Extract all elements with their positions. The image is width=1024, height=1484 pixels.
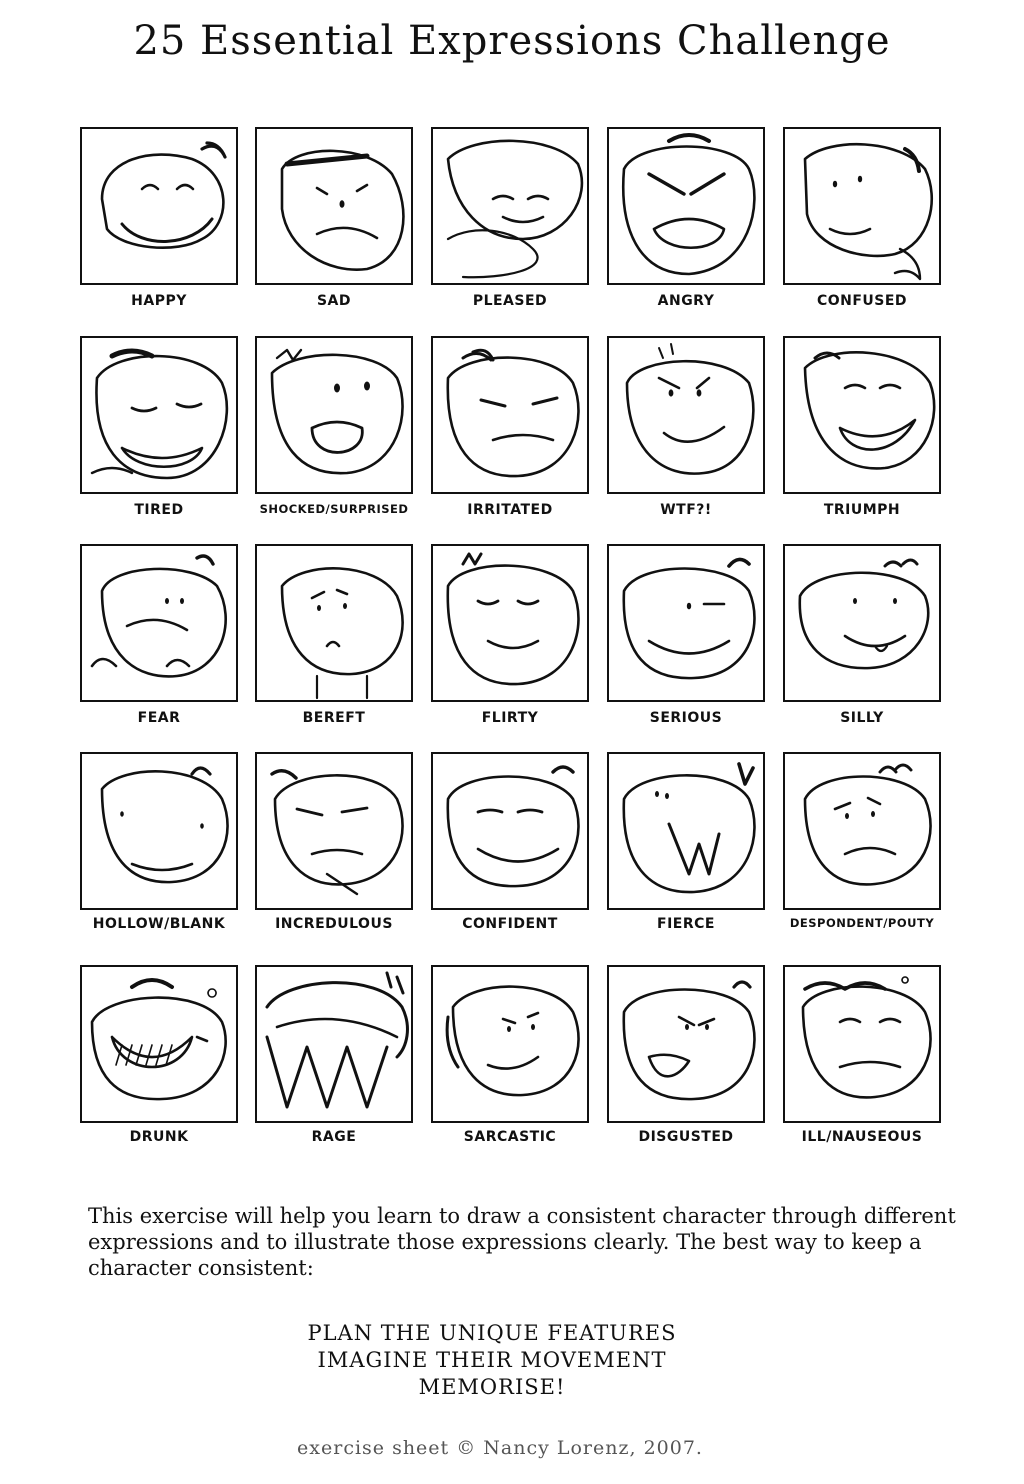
silly-face-sketch xyxy=(785,546,939,700)
expression-sketch-frame xyxy=(80,965,238,1123)
intro-paragraph: This exercise will help you learn to draw a consistent character through different expressions and to illustrate those expressions clearly. The best way to keep a character consistent: xyxy=(88,1204,956,1280)
expression-sketch-frame xyxy=(607,544,765,702)
expression-label: DISGUSTED xyxy=(638,1129,734,1145)
rage-face-sketch xyxy=(257,967,411,1121)
rule-line: IMAGINE THEIR MOVEMENT xyxy=(317,1348,667,1372)
expression-sketch-frame xyxy=(607,127,765,285)
expression-label: SAD xyxy=(316,293,352,309)
expression-sketch-frame xyxy=(431,965,589,1123)
expression-label: TIRED xyxy=(134,502,184,518)
expression-sketch-frame xyxy=(80,752,238,910)
triumph-face-sketch xyxy=(785,338,939,492)
expression-sketch-frame xyxy=(255,752,413,910)
fierce-face-sketch xyxy=(609,754,763,908)
rule-line: MEMORISE! xyxy=(418,1375,566,1399)
expression-sketch-frame xyxy=(783,127,941,285)
expression-sketch-frame xyxy=(607,336,765,494)
expression-label: FEAR xyxy=(137,710,181,726)
rule-line: PLAN THE UNIQUE FEATURES xyxy=(307,1321,677,1345)
tired-face-sketch xyxy=(82,338,236,492)
expression-label: SERIOUS xyxy=(649,710,723,726)
pouty-face-sketch xyxy=(785,754,939,908)
drunk-face-sketch xyxy=(82,967,236,1121)
wtf-face-sketch xyxy=(609,338,763,492)
expression-sketch-frame xyxy=(80,544,238,702)
expression-label: HAPPY xyxy=(131,293,187,309)
ill-face-sketch xyxy=(785,967,939,1121)
expression-sketch-frame xyxy=(255,127,413,285)
happy-face-sketch xyxy=(82,129,236,283)
sad-face-sketch xyxy=(257,129,411,283)
expression-label: CONFIDENT xyxy=(462,916,558,932)
expression-sketch-frame xyxy=(783,752,941,910)
shocked-face-sketch xyxy=(257,338,411,492)
irritated-face-sketch xyxy=(433,338,587,492)
expression-label: DESPONDENT/POUTY xyxy=(789,916,935,930)
expression-sketch-frame xyxy=(783,965,941,1123)
page-title: 25 Essential Expressions Challenge xyxy=(133,18,891,64)
copyright-credit: exercise sheet © Nancy Lorenz, 2007. xyxy=(297,1437,703,1459)
expression-sketch-frame xyxy=(255,965,413,1123)
confident-face-sketch xyxy=(433,754,587,908)
angry-face-sketch xyxy=(609,129,763,283)
expression-label: TRIUMPH xyxy=(823,502,901,518)
expression-label: CONFUSED xyxy=(816,293,908,309)
incredulous-face-sketch xyxy=(257,754,411,908)
blank-face-sketch xyxy=(82,754,236,908)
expression-label: INCREDULOUS xyxy=(275,916,393,932)
pleased-face-sketch xyxy=(433,129,587,283)
expression-label: FIERCE xyxy=(657,916,715,932)
expression-label: DRUNK xyxy=(129,1129,189,1145)
expression-sketch-frame xyxy=(431,127,589,285)
expression-label: SILLY xyxy=(840,710,884,726)
expression-sketch-frame xyxy=(431,544,589,702)
expression-sketch-frame xyxy=(80,336,238,494)
expression-sketch-frame xyxy=(431,336,589,494)
expression-sketch-frame xyxy=(783,336,941,494)
expression-label: WTF?! xyxy=(660,502,712,518)
serious-face-sketch xyxy=(609,546,763,700)
expression-sketch-frame xyxy=(255,336,413,494)
expression-label: SHOCKED/SURPRISED xyxy=(259,502,409,516)
expression-label: HOLLOW/BLANK xyxy=(92,916,226,932)
rules-list xyxy=(0,1320,984,1401)
expression-sketch-frame xyxy=(607,752,765,910)
flirty-face-sketch xyxy=(433,546,587,700)
disgusted-face-sketch xyxy=(609,967,763,1121)
expression-label: ILL/NAUSEOUS xyxy=(801,1129,923,1145)
expression-sketch-frame xyxy=(255,544,413,702)
bereft-face-sketch xyxy=(257,546,411,700)
expression-label: IRRITATED xyxy=(467,502,553,518)
expression-label: BEREFT xyxy=(302,710,366,726)
expression-label: ANGRY xyxy=(657,293,715,309)
expression-label: SARCASTIC xyxy=(463,1129,557,1145)
expression-sketch-frame xyxy=(431,752,589,910)
expression-sketch-frame xyxy=(783,544,941,702)
sarcastic-face-sketch xyxy=(433,967,587,1121)
fear-face-sketch xyxy=(82,546,236,700)
expression-sketch-frame xyxy=(80,127,238,285)
expression-sketch-frame xyxy=(607,965,765,1123)
confused-face-sketch xyxy=(785,129,939,283)
expression-label: FLIRTY xyxy=(481,710,539,726)
expression-label: RAGE xyxy=(311,1129,357,1145)
expression-label: PLEASED xyxy=(472,293,548,309)
